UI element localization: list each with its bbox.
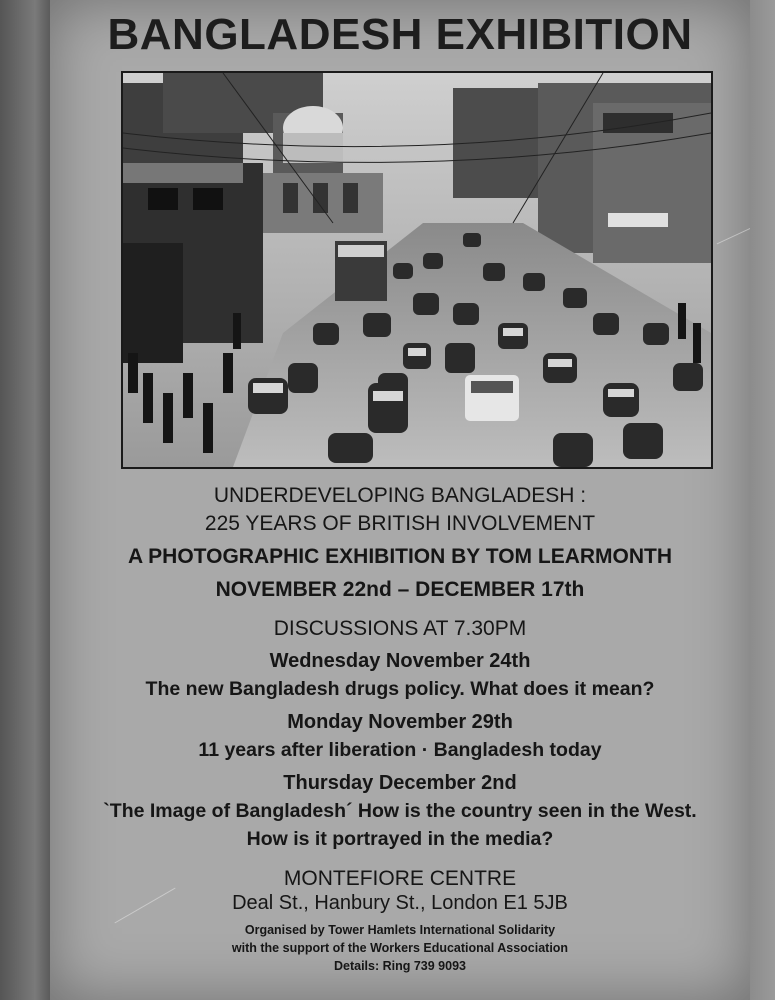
- event-2-date: Monday November 29th: [287, 711, 513, 733]
- organiser-line-2: with the support of the Workers Educational Association: [231, 941, 569, 955]
- wall-edge-left: [0, 0, 50, 1000]
- subtitle-line-2: 225 YEARS OF BRITISH INVOLVEMENT: [204, 512, 596, 535]
- exhibition-dates: NOVEMBER 22nd – DECEMBER 17th: [215, 578, 585, 601]
- event-3-date: Thursday December 2nd: [283, 772, 517, 794]
- wall-edge-right: [750, 0, 775, 1000]
- organiser-line-1: Organised by Tower Hamlets International Solidarity: [244, 923, 556, 937]
- venue-name: MONTEFIORE CENTRE: [283, 867, 517, 890]
- poster-title: BANGLADESH EXHIBITION: [107, 10, 693, 59]
- exhibition-line: A PHOTOGRAPHIC EXHIBITION BY TOM LEARMONTH: [127, 545, 673, 568]
- film-scratch: [717, 227, 754, 245]
- event-1-date: Wednesday November 24th: [269, 650, 531, 672]
- street-photograph: [121, 71, 713, 469]
- event-3-topic-line-2: How is it portrayed in the media?: [246, 828, 554, 850]
- subtitle-line-1: UNDERDEVELOPING BANGLADESH :: [213, 484, 587, 507]
- venue-address: Deal St., Hanbury St., London E1 5JB: [232, 892, 568, 914]
- exhibition-poster: [50, 0, 750, 1000]
- discussions-heading: DISCUSSIONS AT 7.30PM: [273, 617, 527, 640]
- event-2-topic: 11 years after liberation · Bangladesh today: [198, 739, 602, 761]
- street-scene-image: [123, 73, 711, 467]
- event-1-topic: The new Bangladesh drugs policy. What does it mean?: [145, 678, 655, 700]
- contact-details: Details: Ring 739 9093: [333, 959, 466, 973]
- event-3-topic-line-1: `The Image of Bangladesh´ How is the country seen in the West.: [103, 800, 697, 822]
